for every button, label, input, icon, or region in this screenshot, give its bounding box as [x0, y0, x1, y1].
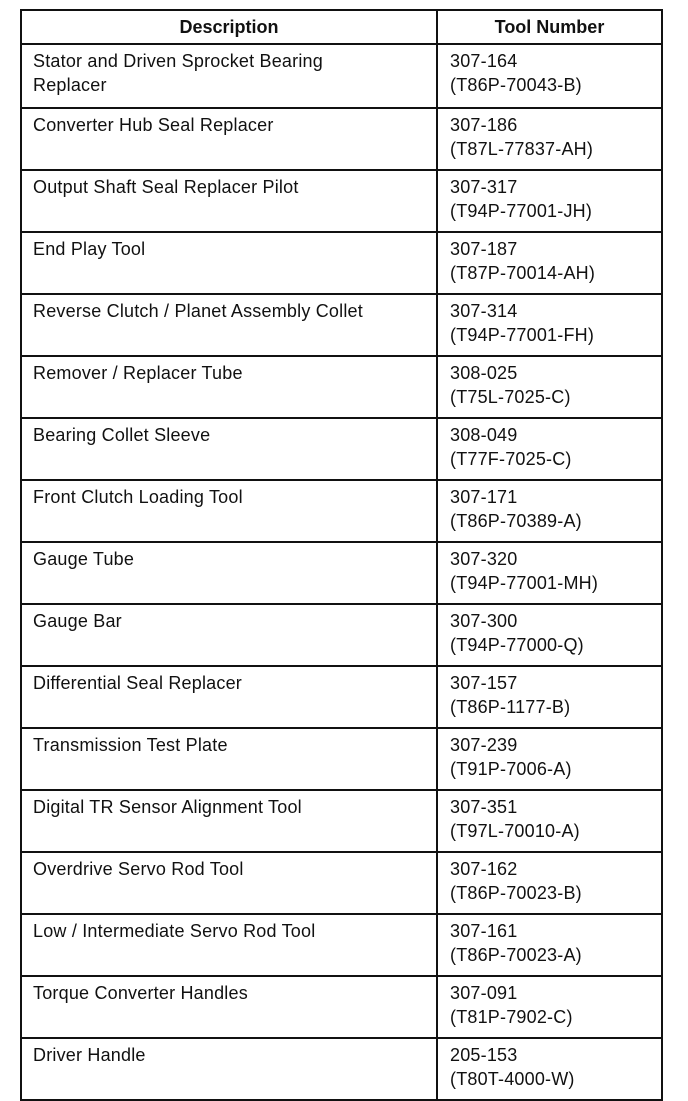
- tool-description-cell: [21, 480, 437, 542]
- tool-description-cell: [21, 790, 437, 852]
- tool-number-cell: [437, 356, 662, 418]
- tool-number-cell: [437, 976, 662, 1038]
- table-row: [21, 914, 662, 976]
- tool-number-column-header: Tool Number: [437, 10, 662, 44]
- tool-description-text: Digital TR Sensor Alignment Tool: [33, 797, 302, 817]
- tool-description-cell: [21, 1038, 437, 1100]
- ford-part-number-text: (T75L-7025-C): [450, 387, 571, 407]
- tool-number-text: 307-317: [450, 177, 518, 197]
- tool-description-cell: [21, 914, 437, 976]
- tool-description-text: Bearing Collet Sleeve: [33, 425, 211, 445]
- table-row: [21, 418, 662, 480]
- ford-part-number-text: (T94P-77001-MH): [450, 573, 599, 593]
- ford-part-number-text: (T94P-77000-Q): [450, 635, 584, 655]
- table-header-row: [21, 10, 662, 44]
- tool-number-cell: [437, 790, 662, 852]
- tool-number-cell: [437, 44, 662, 108]
- ford-part-number-text: (T86P-70023-B): [450, 883, 582, 903]
- tool-number-text: 307-164: [450, 51, 518, 71]
- tool-description-cell: [21, 170, 437, 232]
- tool-description-cell: [21, 44, 437, 108]
- tool-description-text: Gauge Bar: [33, 611, 122, 631]
- ford-part-number-text: (T86P-70023-A): [450, 945, 582, 965]
- tool-description-cell: [21, 294, 437, 356]
- tool-number-text: 307-239: [450, 735, 518, 755]
- tool-number-text: 307-314: [450, 301, 518, 321]
- tool-number-text: 307-187: [450, 239, 518, 259]
- ford-part-number-text: (T86P-70389-A): [450, 511, 582, 531]
- tool-number-cell: [437, 294, 662, 356]
- tool-description-text: Converter Hub Seal Replacer: [33, 115, 274, 135]
- table-row: [21, 728, 662, 790]
- tool-number-cell: [437, 108, 662, 170]
- tool-description-text: Driver Handle: [33, 1045, 146, 1065]
- ford-part-number-text: (T94P-77001-JH): [450, 201, 593, 221]
- tool-number-cell: [437, 480, 662, 542]
- tool-description-text: Output Shaft Seal Replacer Pilot: [33, 177, 299, 197]
- special-tools-table: [20, 9, 663, 1101]
- tool-number-cell: [437, 604, 662, 666]
- table-row: [21, 356, 662, 418]
- tool-description-text: Transmission Test Plate: [33, 735, 228, 755]
- table-row: [21, 480, 662, 542]
- tool-description-text: Differential Seal Replacer: [33, 673, 242, 693]
- ford-part-number-text: (T87P-70014-AH): [450, 263, 596, 283]
- ford-part-number-text: (T91P-7006-A): [450, 759, 572, 779]
- tool-number-cell: [437, 232, 662, 294]
- tool-number-text: 307-161: [450, 921, 518, 941]
- tool-number-cell: [437, 170, 662, 232]
- ford-part-number-text: (T81P-7902-C): [450, 1007, 573, 1027]
- tool-number-cell: [437, 542, 662, 604]
- tool-description-text: Overdrive Servo Rod Tool: [33, 859, 244, 879]
- tool-description-cell: [21, 976, 437, 1038]
- tool-description-text: Front Clutch Loading Tool: [33, 487, 243, 507]
- tool-number-text: 307-351: [450, 797, 518, 817]
- table-row: [21, 790, 662, 852]
- table-row: [21, 1038, 662, 1100]
- tool-description-cell: [21, 542, 437, 604]
- table-row: [21, 542, 662, 604]
- ford-part-number-text: (T87L-77837-AH): [450, 139, 594, 159]
- tool-description-text: Gauge Tube: [33, 549, 135, 569]
- ford-part-number-text: (T97L-70010-A): [450, 821, 580, 841]
- tool-number-text: 205-153: [450, 1045, 518, 1065]
- tool-description-text: Reverse Clutch / Planet Assembly Collet: [33, 301, 363, 321]
- tool-description-cell: [21, 418, 437, 480]
- ford-part-number-text: (T94P-77001-FH): [450, 325, 595, 345]
- table-row: [21, 294, 662, 356]
- tool-number-text: 307-300: [450, 611, 518, 631]
- table-row: [21, 976, 662, 1038]
- tool-number-cell: [437, 852, 662, 914]
- tool-number-text: 308-049: [450, 425, 518, 445]
- ford-part-number-text: (T80T-4000-W): [450, 1069, 575, 1089]
- table-row: [21, 852, 662, 914]
- tool-number-cell: [437, 666, 662, 728]
- table-row: [21, 108, 662, 170]
- tool-description-text: Stator and Driven Sprocket Bearing: [33, 51, 323, 71]
- tool-description-cell: [21, 232, 437, 294]
- table-row: [21, 604, 662, 666]
- tool-number-text: 307-186: [450, 115, 518, 135]
- tool-description-text: End Play Tool: [33, 239, 146, 259]
- table-row: [21, 44, 662, 108]
- ford-part-number-text: (T86P-1177-B): [450, 697, 571, 717]
- tool-number-cell: [437, 728, 662, 790]
- tool-number-text: 307-171: [450, 487, 518, 507]
- table-row: [21, 232, 662, 294]
- tool-description-cell: [21, 108, 437, 170]
- tool-number-text: 307-320: [450, 549, 518, 569]
- ford-part-number-text: (T86P-70043-B): [450, 75, 582, 95]
- tool-number-text: 308-025: [450, 363, 518, 383]
- tool-number-cell: [437, 418, 662, 480]
- tool-description-cell: [21, 666, 437, 728]
- tool-description-text: Remover / Replacer Tube: [33, 363, 243, 383]
- tool-description-cell: [21, 604, 437, 666]
- tool-description-text: Torque Converter Handles: [33, 983, 248, 1003]
- tool-number-text: 307-157: [450, 673, 518, 693]
- tool-description-text: Low / Intermediate Servo Rod Tool: [33, 921, 316, 941]
- tool-number-text: 307-091: [450, 983, 518, 1003]
- tool-number-cell: [437, 914, 662, 976]
- tool-description-cell: [21, 356, 437, 418]
- tool-number-text: 307-162: [450, 859, 518, 879]
- tool-description-cell: [21, 852, 437, 914]
- table-body: [21, 44, 662, 1100]
- tool-number-cell: [437, 1038, 662, 1100]
- special-tools-table-container: [20, 9, 661, 1101]
- ford-part-number-text: (T77F-7025-C): [450, 449, 572, 469]
- description-column-header: Description: [21, 10, 437, 44]
- tool-description-cell: [21, 728, 437, 790]
- tool-description-text: Replacer: [33, 75, 107, 95]
- table-row: [21, 666, 662, 728]
- table-row: [21, 170, 662, 232]
